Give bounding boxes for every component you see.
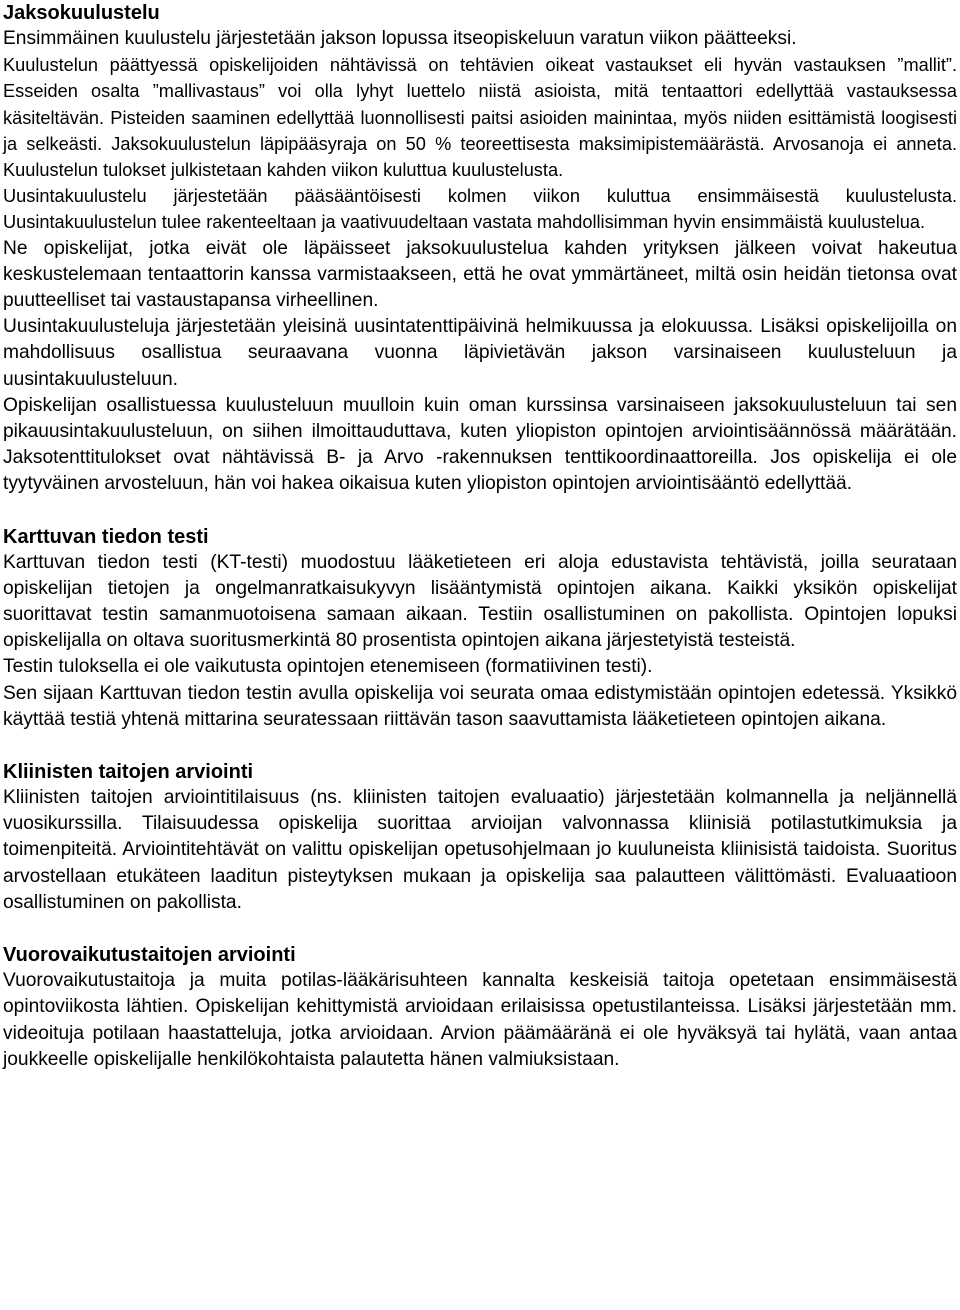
section-spacer <box>3 916 957 942</box>
paragraph: Ne opiskelijat, jotka eivät ole läpäisseet jaksokuulustelua kahden yrityksen jälkeen voivat hakeutua keskustelemaan tentaattorin kanssa varmistaakseen, että he ovat ymmärtäneet, miltä osin heidän tietonsa ovat puutteelliset tai vastaustapansa virheellinen. <box>3 237 957 312</box>
paragraph: Kliinisten taitojen arviointitilaisuus (ns. kliinisten taitojen evaluaatio) järjestetään kolmannella ja neljännellä vuosikurssilla. Tilaisuudessa opiskelija suorittaa arvioijan valvonnassa kliinisiä potilastutkimuksia ja toimenpiteitä. Arviointitehtävät on valittu opiskelijan opetusohjelmaan jo kuuluneista kliinisistä taidoista. Suoritus arvostellaan etukäteen laaditun pisteytyksen mukaan ja opiskelija saa palautteen välittömästi. Evaluaatioon osallistuminen on pakollista. <box>3 787 957 913</box>
paragraph: Uusintakuulusteluja järjestetään yleisinä uusintatenttipäivinä helmikuussa ja elokuussa. Lisäksi opiskelijoilla on mahdollisuus osallistua seuraavana vuonna läpivietävän jakson varsinaiseen kuulusteluun ja uusintakuulusteluun. <box>3 316 957 390</box>
section-spacer <box>3 733 957 759</box>
section-jaksokuulustelu <box>3 0 957 498</box>
paragraph: Vuorovaikutustaitoja ja muita potilas-lääkärisuhteen kannalta keskeisiä taitoja opetetaan ensimmäisestä opintoviikosta lähtien. Opiskelijan kehittymistä arvioidaan erilaisissa opetustilanteissa. Lisäksi järjestetään mm. videoituja potilaan haastatteluja, jotka arvioidaan. Arvion päämääränä ei ole hyväksyä tai hylätä, vaan antaa joukkeelle opiskelijalle henkilökohtaista palautetta hänen valmiuksistaan. <box>3 970 957 1070</box>
paragraph: Opiskelijan osallistuessa kuulusteluun muulloin kuin oman kurssinsa varsinaiseen jaksokuulusteluun tai sen pikauusintakuulusteluun, on siihen ilmoittauduttava, kuten yliopiston opintojen arviointisäännössä määrätään. Jaksotenttitulokset ovat nähtävissä B- ja Arvo -rakennuksen tenttikoordinaattoreilla. Jos opiskelija ei ole tyytyväinen arvosteluun, hän voi hakea oikaisua kuten yliopiston opintojen arviointisääntö edellyttää. <box>3 394 957 495</box>
paragraph: Sen sijaan Karttuvan tiedon testin avulla opiskelija voi seurata omaa edistymistään opintojen edetessä. Yksikkö käyttää testiä yhtenä mittarina seuratessaan riittävän tason saavuttamista lääketieteen opintojen aikana. <box>3 682 957 730</box>
paragraph: Ensimmäinen kuulustelu järjestetään jakson lopussa itseopiskeluun varatun viikon päätteeksi. <box>3 28 797 49</box>
section-heading: Karttuvan tiedon testi <box>3 525 209 548</box>
section-heading: Vuorovaikutustaitojen arviointi <box>3 944 296 967</box>
paragraph: Karttuvan tiedon testi (KT-testi) muodostuu lääketieteen eri aloja edustavista tehtävistä, joilla seurataan opiskelijan tietojen ja ongelmanratkaisukyvyn lisääntymistä opintojen aikana. Kaikki yksikön opiskelijat suorittavat testin samanmuotoisena samaan aikaan. Testiin osallistuminen on pakollista. Opintojen lopuksi opiskelijalla on oltava suoritusmerkintä 80 prosentista opintojen aikana järjestetyistä testeistä. <box>3 551 957 652</box>
section-karttuvan-tiedon-testi <box>3 524 957 733</box>
section-heading: Kliinisten taitojen arviointi <box>3 761 254 784</box>
section-kliinisten-taitojen-arviointi <box>3 759 957 916</box>
paragraph: Uusintakuulustelu järjestetään pääsääntöisesti kolmen viikon kuluttua ensimmäisestä kuulustelusta. Uusintakuulustelun tulee rakenteeltaan ja vaativuudeltaan vastata mahdollisimman hyvin ensimmäistä kuulustelua. <box>3 186 957 233</box>
section-heading: Jaksokuulustelu <box>3 2 160 24</box>
document-page <box>3 0 957 1073</box>
section-vuorovaikutustaitojen-arviointi <box>3 942 957 1073</box>
section-spacer <box>3 498 957 524</box>
paragraph: Testin tuloksella ei ole vaikutusta opintojen etenemiseen (formatiivinen testi). <box>3 656 653 678</box>
paragraph: Kuulustelun päättyessä opiskelijoiden nähtävissä on tehtävien oikeat vastaukset eli hyvän vastauksen ”mallit”. Esseiden osalta ”mallivastaus” voi olla lyhyt luettelo niistä asioista, mitä tentaattori edellyttää vastauksessa käsiteltävän. Pisteiden saaminen edellyttää luonnollisesti paitsi asioiden mainintaa, myös niiden esittämistä loogisesti ja selkeästi. Jaksokuulustelun läpipääsyraja on 50 % teoreettisesta maksimipistemäärästä. Arvosanoja ei anneta. Kuulustelun tulokset julkistetaan kahden viikon kuluttua kuulustelusta. <box>3 55 957 181</box>
